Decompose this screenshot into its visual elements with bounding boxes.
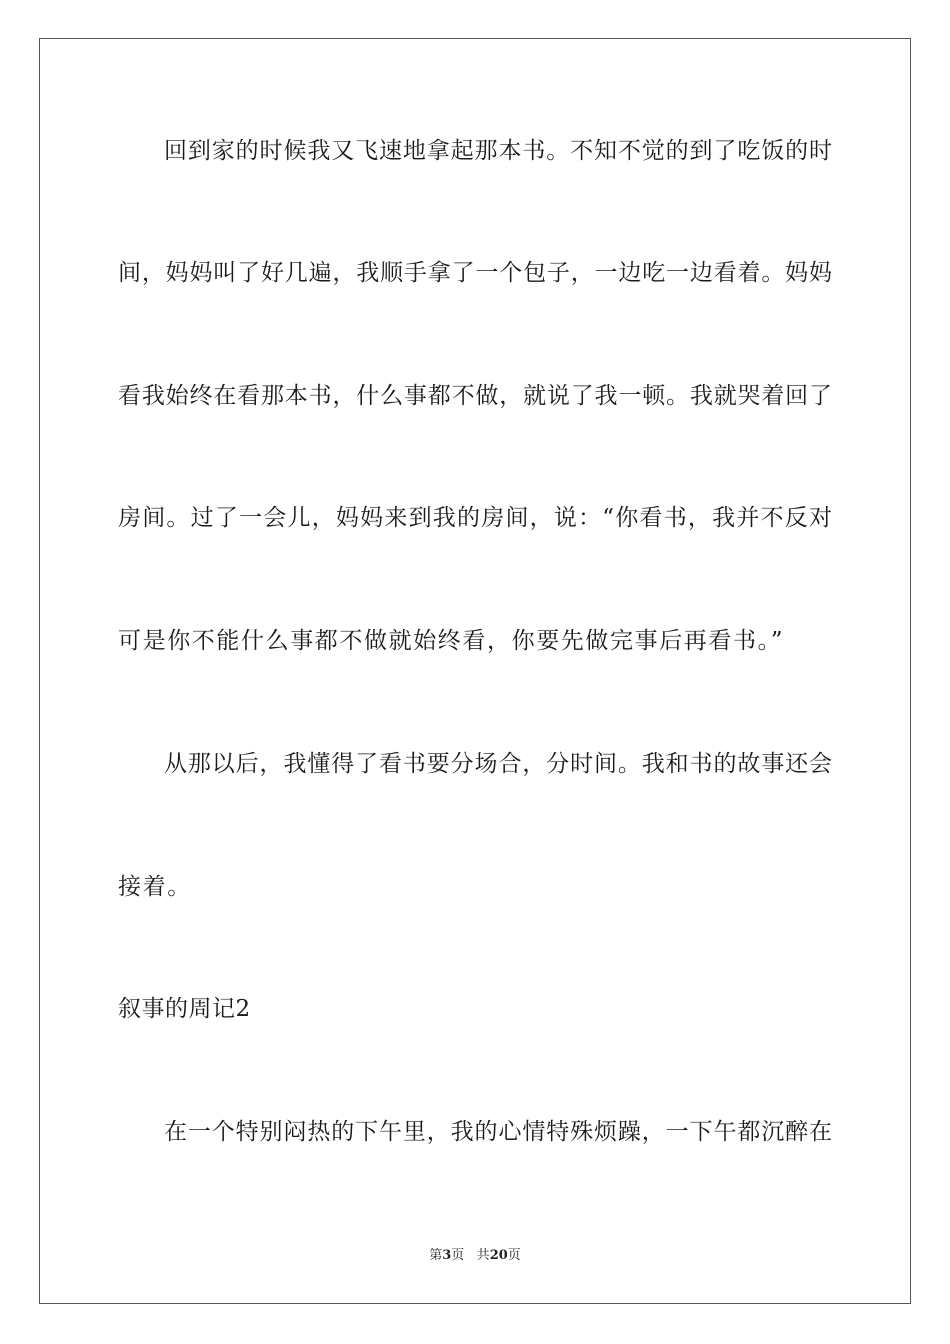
footer-total-unit: 页 [507, 1248, 521, 1263]
footer-total-prefix: 共 [476, 1248, 490, 1263]
body-paragraph-line: 看我始终在看那本书，什么事都不做，就说了我一顿。我就哭着回了 [118, 383, 832, 409]
footer-page-unit: 页 [451, 1248, 465, 1263]
footer-prefix: 第 [429, 1248, 443, 1263]
page-border [39, 38, 911, 1304]
body-paragraph-line: 间，妈妈叫了好几遍，我顺手拿了一个包子，一边吃一边看着。妈妈 [118, 260, 832, 286]
body-paragraph-line: 可是你不能什么事都不做就始终看，你要先做完事后再看书。” [118, 628, 785, 654]
current-page-number: 3 [442, 1248, 452, 1263]
body-paragraph-line: 房间。过了一会儿，妈妈来到我的房间，说：“你看书，我并不反对 [118, 505, 832, 531]
section-heading: 叙事的周记2 [118, 996, 251, 1022]
body-paragraph-line: 从那以后，我懂得了看书要分场合，分时间。我和书的故事还会 [164, 751, 832, 777]
body-paragraph-line: 接着。 [118, 874, 192, 900]
body-paragraph-line: 回到家的时候我又飞速地拿起那本书。不知不觉的到了吃饭的时 [164, 138, 832, 164]
page-footer [0, 1246, 950, 1266]
body-paragraph-line: 在一个特别闷热的下午里，我的心情特殊烦躁，一下午都沉醉在 [164, 1119, 832, 1145]
total-page-count: 20 [489, 1248, 508, 1263]
